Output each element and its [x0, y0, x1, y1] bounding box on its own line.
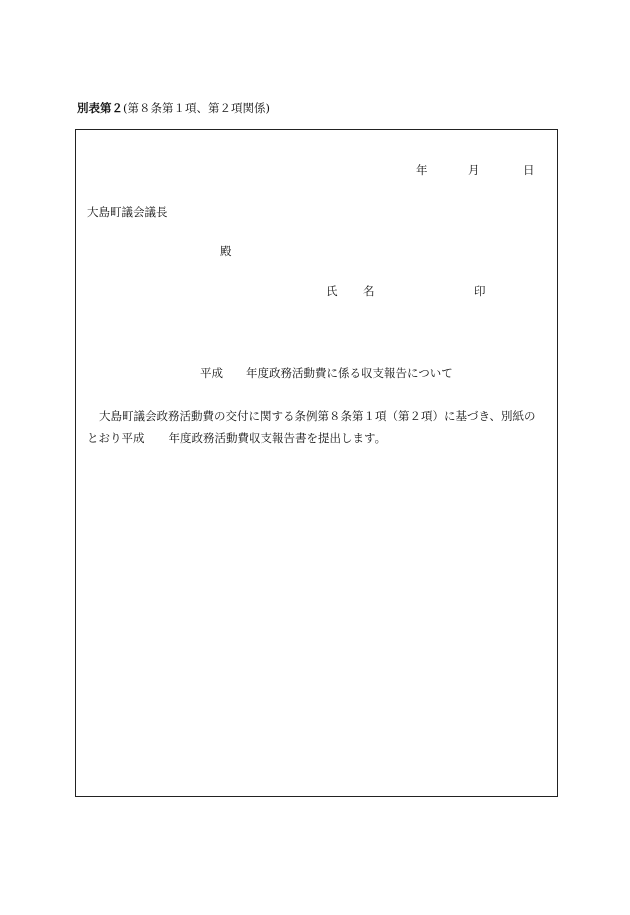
- form-heading: [77, 100, 270, 116]
- seal-label: 印: [474, 284, 486, 298]
- body-line-1: [87, 405, 549, 427]
- body-line-2-suffix: 年度政務活動費収支報告書を提出します。: [168, 431, 387, 445]
- name-label-1: 氏: [326, 284, 338, 298]
- report-title-era: 平成: [200, 366, 223, 380]
- appendix-label: 別表第２: [77, 101, 123, 115]
- date-month-label: 月: [468, 163, 480, 177]
- body-text: [87, 405, 549, 449]
- honorific: 殿: [220, 244, 232, 258]
- body-line-1-text: 大島町議会政務活動費の交付に関する条例第８条第１項（第２項）に基づき、別紙の: [99, 409, 536, 423]
- appendix-note: (第８条第１項、第２項関係): [123, 101, 270, 115]
- body-line-2-prefix: とおり平成: [87, 431, 145, 445]
- date-day-label: 日: [523, 163, 535, 177]
- report-title: 年度政務活動費に係る収支報告について: [246, 366, 453, 380]
- body-line-2: [87, 427, 549, 449]
- form-frame: [75, 129, 558, 797]
- addressee: 大島町議会議長: [87, 205, 168, 219]
- name-label-2: 名: [363, 284, 375, 298]
- date-year-label: 年: [416, 163, 428, 177]
